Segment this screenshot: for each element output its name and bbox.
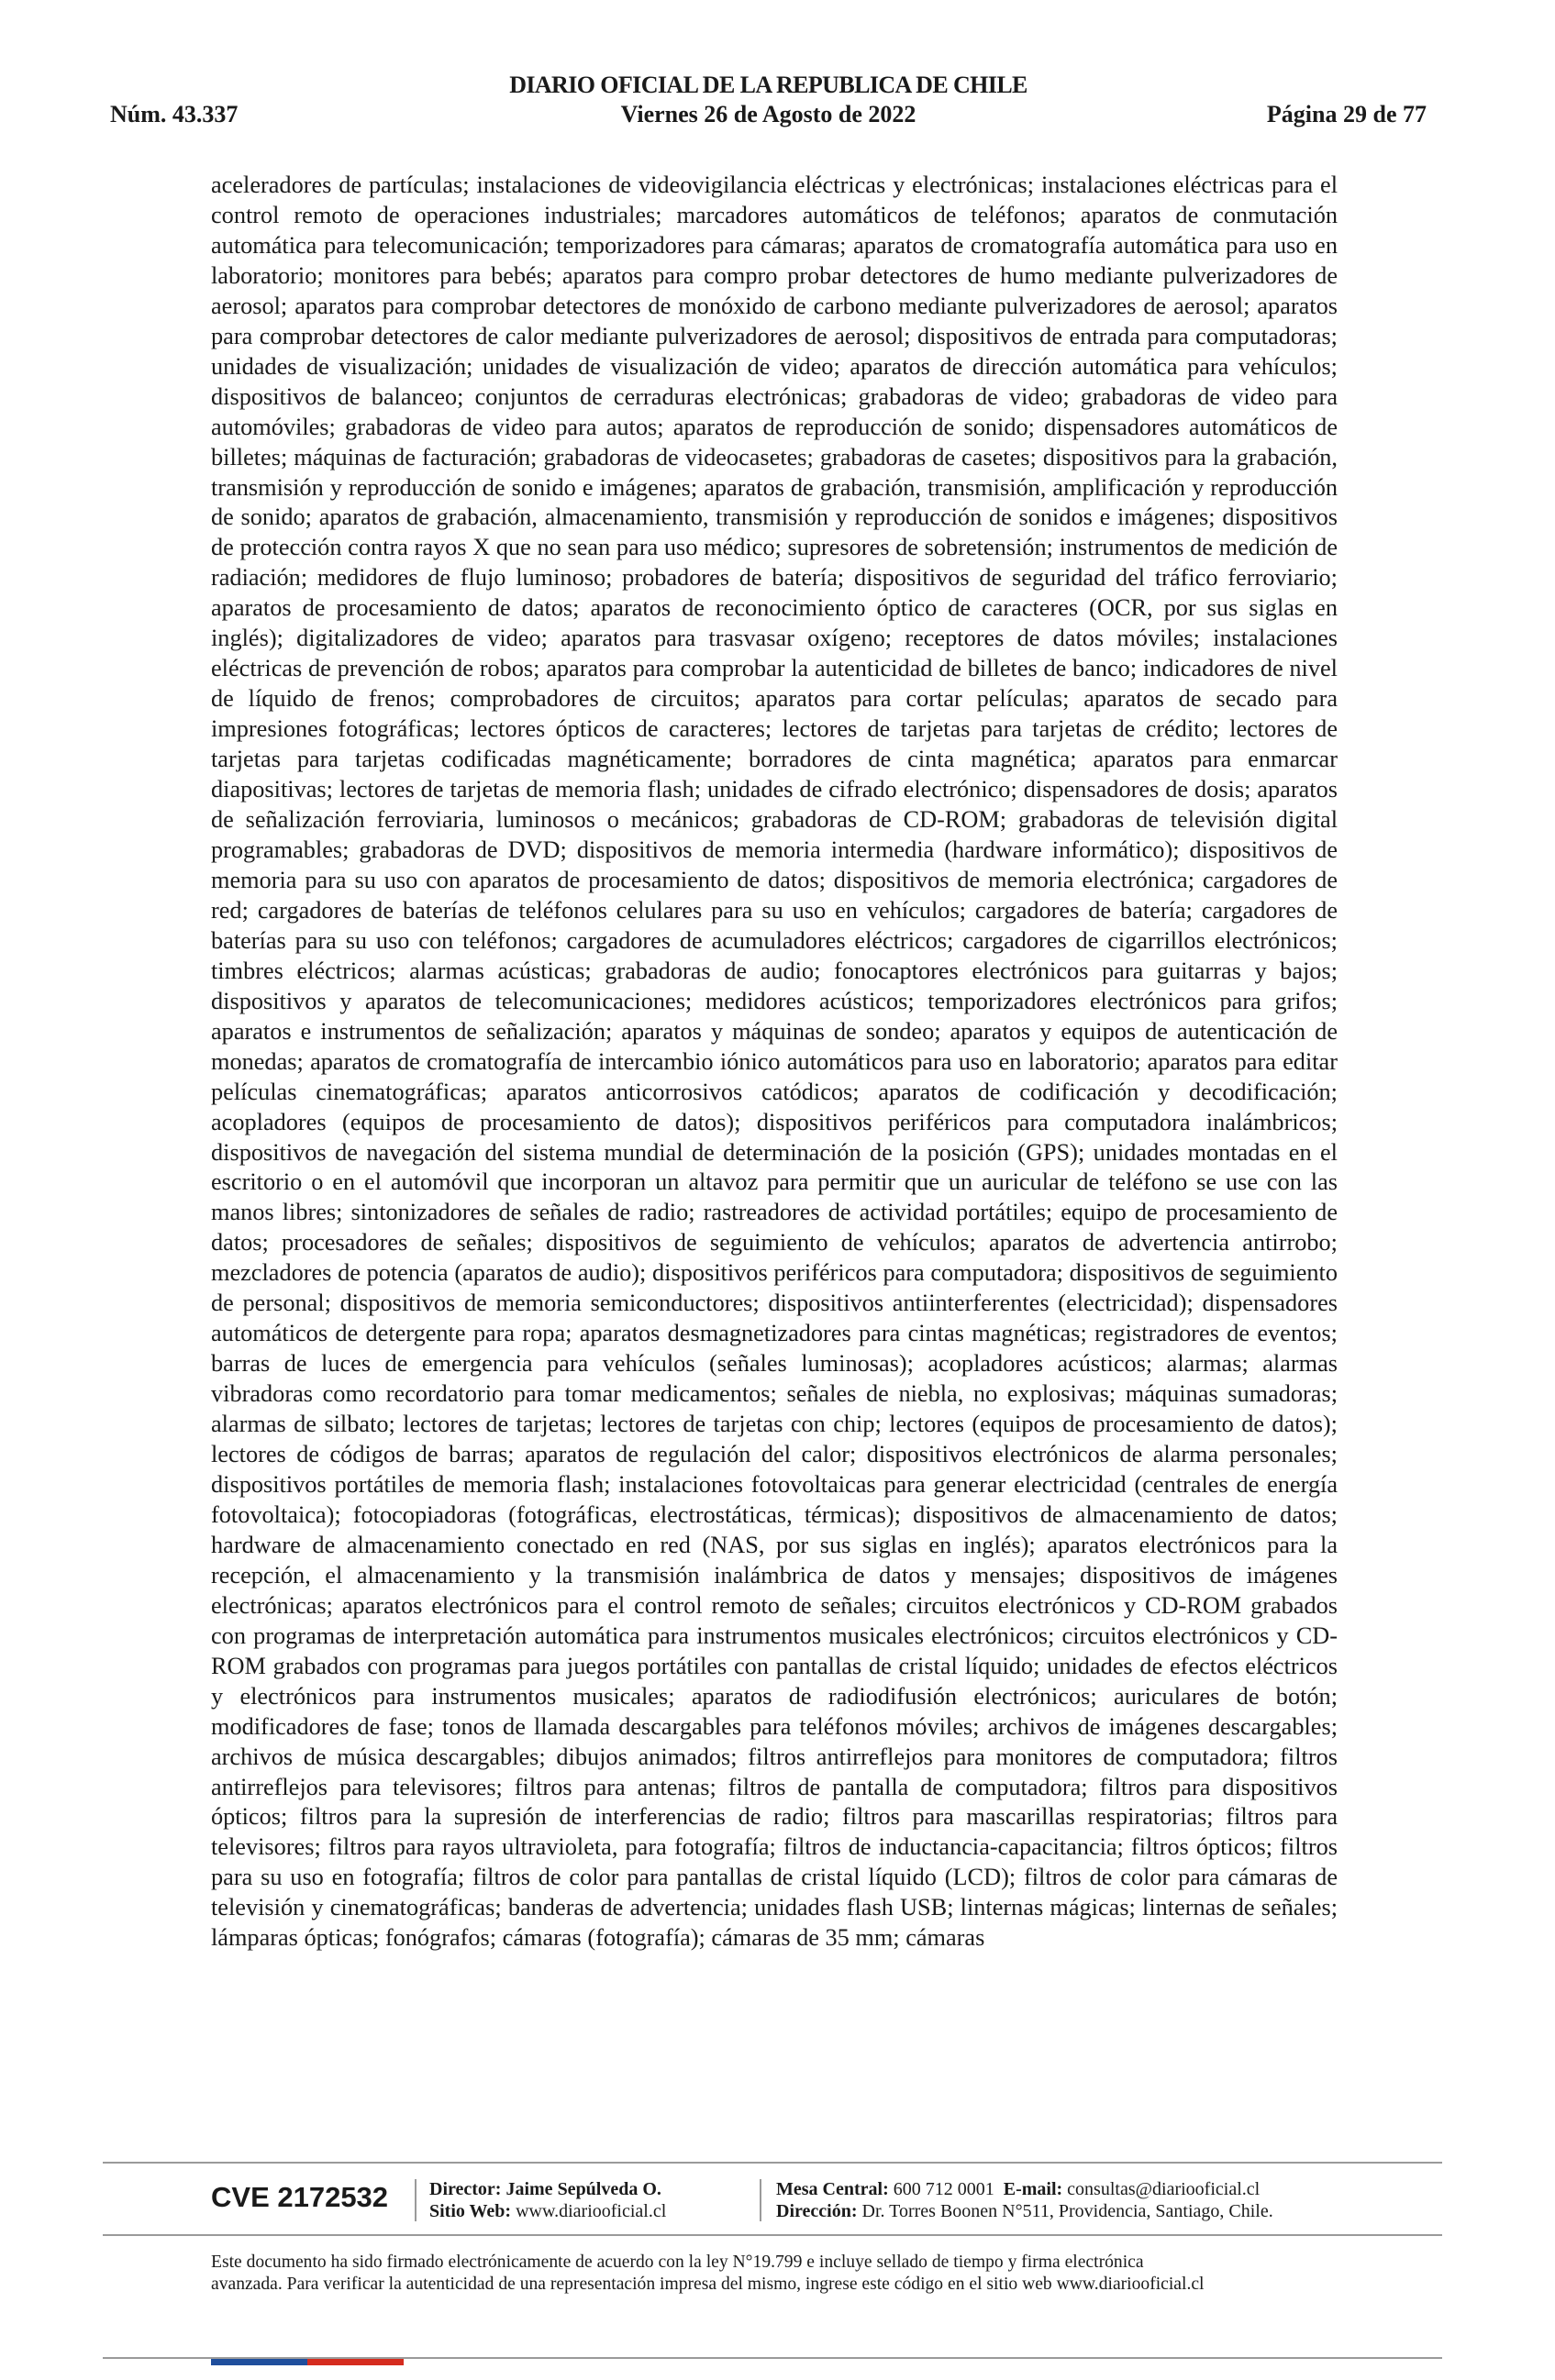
header-meta-row — [110, 99, 1427, 130]
address-value: Dr. Torres Boonen N°511, Providencia, Santiago, Chile. — [861, 2201, 1273, 2221]
email-link[interactable]: consultas@diariooficial.cl — [1067, 2179, 1261, 2199]
flag-stripe-red — [307, 2359, 404, 2365]
newspaper-title: DIARIO OFICIAL DE LA REPUBLICA DE CHILE — [509, 72, 1027, 98]
director-name: Jaime Sepúlveda O. — [505, 2179, 661, 2199]
address-label: Dirección: — [776, 2201, 858, 2221]
body-paragraph: aceleradores de partículas; instalaciones de videovigilancia eléctricas y electrónicas; instalaciones eléctricas para el control remoto de operaciones industriales; marcadores automáticos de teléfonos; aparatos de conmutación automática para telecomunicación; temporizadores para cámaras; aparatos de cromatografía automática para uso en laboratorio; monitores para bebés; aparatos para compro probar detectores de humo mediante pulverizadores de aerosol; aparatos para comprobar detectores de monóxido de carbono mediante pulverizadores de aerosol; aparatos para comprobar detectores de calor mediante pulverizadores de aerosol; dispositivos de entrada para computadoras; unidades de visualización; unidades de visualización de video; aparatos de dirección automática para vehículos; dispositivos de balanceo; conjuntos de cerraduras electrónicas; grabadoras de video; grabadoras de video para automóviles; grabadoras de video para autos; aparatos de reproducción de sonido; dispensadores automáticos de billetes; máquinas de facturación; grabadoras de videocasetes; grabadoras de casetes; dispositivos para la grabación, transmisión y reproducción de sonido e imágenes; aparatos de grabación, transmisión, amplificación y reproducción de sonido; aparatos de grabación, almacenamiento, transmisión y reproducción de sonidos e imágenes; dispositivos de protección contra rayos X que no sean para uso médico; supresores de sobretensión; instrumentos de medición de radiación; medidores de flujo luminoso; probadores de batería; dispositivos de seguridad del tráfico ferroviario; aparatos de procesamiento de datos; aparatos de reconocimiento óptico de caracteres (OCR, por sus siglas en inglés); digitalizadores de video; aparatos para trasvasar oxígeno; receptores de datos móviles; instalaciones eléctricas de prevención de robos; aparatos para comprobar la autenticidad de billetes de banco; indicadores de nivel de líquido de frenos; comprobadores de circuitos; aparatos para cortar películas; aparatos de secado para impresiones fotográficas; lectores ópticos de caracteres; lectores de tarjetas para tarjetas de crédito; lectores de tarjetas para tarjetas codificadas magnéticamente; borradores de cinta magnética; aparatos para enmarcar diapositivas; lectores de tarjetas de memoria flash; unidades de cifrado electrónico; dispensadores de dosis; aparatos de señalización ferroviaria, luminosos o mecánicos; grabadoras de CD-ROM; grabadoras de televisión digital programables; grabadoras de DVD; dispositivos de memoria intermedia (hardware informático); dispositivos de memoria para su uso con aparatos de procesamiento de datos; dispositivos de memoria electrónica; cargadores de red; cargadores de baterías de teléfonos celulares para su uso en vehículos; cargadores de batería; cargadores de baterías para su uso con teléfonos; cargadores de acumuladores eléctricos; cargadores de cigarrillos electrónicos; timbres eléctricos; alarmas acústicas; grabadoras de audio; fonocaptores electrónicos para guitarras y bajos; dispositivos y aparatos de telecomunicaciones; medidores acústicos; temporizadores electrónicos para grifos; aparatos e instrumentos de señalización; aparatos y máquinas de sondeo; aparatos y equipos de autenticación de monedas; aparatos de cromatografía de intercambio iónico automáticos para uso en laboratorio; aparatos para editar películas cinematográficas; aparatos anticorrosivos catódicos; aparatos de codificación y decodificación; acopladores (equipos de procesamiento de datos); dispositivos periféricos para computadora inalámbricos; dispositivos de navegación del sistema mundial de determinación de la posición (GPS); unidades montadas en el escritorio o en el automóvil que incorporan un altavoz para permitir que un auricular de teléfono se use con las manos libres; sintonizadores de señales de radio; rastreadores de actividad portátiles; equipo de procesamiento de datos; procesadores de señales; dispositivos de seguimiento de vehículos; aparatos de advertencia antirrobo; mezcladores de potencia (aparatos de audio); dispositivos periféricos para computadora; dispositivos de seguimiento de personal; dispositivos de memoria semiconductores; dispositivos antiinterferentes (electricidad); dispensadores automáticos de detergente para ropa; aparatos desmagnetizadores para cintas magnéticas; registradores de eventos; barras de luces de emergencia para vehículos (señales luminosas); acopladores acústicos; alarmas; alarmas vibradoras como recordatorio para tomar medicamentos; señales de niebla, no explosivas; máquinas sumadoras; alarmas de silbato; lectores de tarjetas; lectores de tarjetas con chip; lectores (equipos de procesamiento de datos); lectores de códigos de barras; aparatos de regulación del calor; dispositivos electrónicos de alarma personales; dispositivos portátiles de memoria flash; instalaciones fotovoltaicas para generar electricidad (centrales de energía fotovoltaica); fotocopiadoras (fotográficas, electrostáticas, térmicas); dispositivos de almacenamiento de datos; hardware de almacenamiento conectado en red (NAS, por sus siglas en inglés); aparatos electrónicos para la recepción, el almacenamiento y la transmisión inalámbrica de datos y mensajes; dispositivos de imágenes electrónicas; aparatos electrónicos para el control remoto de señales; circuitos electrónicos y CD-ROM grabados con programas de interpretación automática para instrumentos musicales electrónicos; circuitos electrónicos y CD-ROM grabados con programas para juegos portátiles con pantallas de cristal líquido; unidades de efectos eléctricos y electrónicos para instrumentos musicales; aparatos de radiodifusión electrónicos; auriculares de botón; modificadores de fase; tonos de llamada descargables para teléfonos móviles; archivos de imágenes descargables; archivos de música descargables; dibujos animados; filtros antirreflejos para monitores de computadora; filtros antirreflejos para televisores; filtros para antenas; filtros de pantalla de computadora; filtros para dispositivos ópticos; filtros para la supresión de interferencias de radio; filtros para mascarillas respiratorias; filtros para televisores; filtros para rayos ultravioleta, para fotografía; filtros de inductancia-capacitancia; filtros ópticos; filtros para su uso en fotografía; filtros de color para pantallas de cristal líquido (LCD); filtros de color para cámaras de televisión y cinematográficas; banderas de advertencia; unidades flash USB; linternas mágicas; linternas de señales; lámparas ópticas; fonógrafos; cámaras (fotografía); cámaras de 35 mm; cámaras — [211, 172, 1338, 1952]
mesa-central-label: Mesa Central: — [776, 2179, 889, 2199]
footer-contact-block — [776, 2178, 1273, 2222]
issue-date: Viernes 26 de Agosto de 2022 — [620, 101, 916, 127]
footer-top-rule — [103, 2162, 1442, 2164]
footer-separator — [415, 2179, 417, 2221]
website-label: Sitio Web: — [429, 2201, 512, 2221]
flag-stripe-blue — [211, 2359, 307, 2365]
website-link[interactable]: www.diariooficial.cl — [516, 2201, 667, 2221]
email-label: E-mail: — [1003, 2179, 1063, 2199]
legal-line-2: avanzada. Para verificar la autenticidad de una representación impresa del mismo, ingrese este código en el sitio web www.diariooficial.cl — [211, 2275, 1205, 2294]
issue-number: Núm. 43.337 — [110, 101, 239, 127]
director-label: Director: — [429, 2179, 502, 2199]
page-header — [110, 72, 1427, 136]
page-number: Página 29 de 77 — [1266, 101, 1427, 127]
footer-middle-rule — [103, 2234, 1442, 2236]
legal-notice — [211, 2252, 1376, 2296]
footer-separator — [760, 2179, 761, 2221]
cve-code: CVE 2172532 — [211, 2181, 389, 2213]
mesa-central-phone: 600 712 0001 — [893, 2179, 994, 2199]
document-body — [211, 171, 1338, 1954]
footer-director-block — [429, 2178, 666, 2222]
legal-line-1: Este documento ha sido firmado electrónicamente de acuerdo con la ley N°19.799 e incluye sellado de tiempo y firma electrónica — [211, 2253, 1144, 2272]
